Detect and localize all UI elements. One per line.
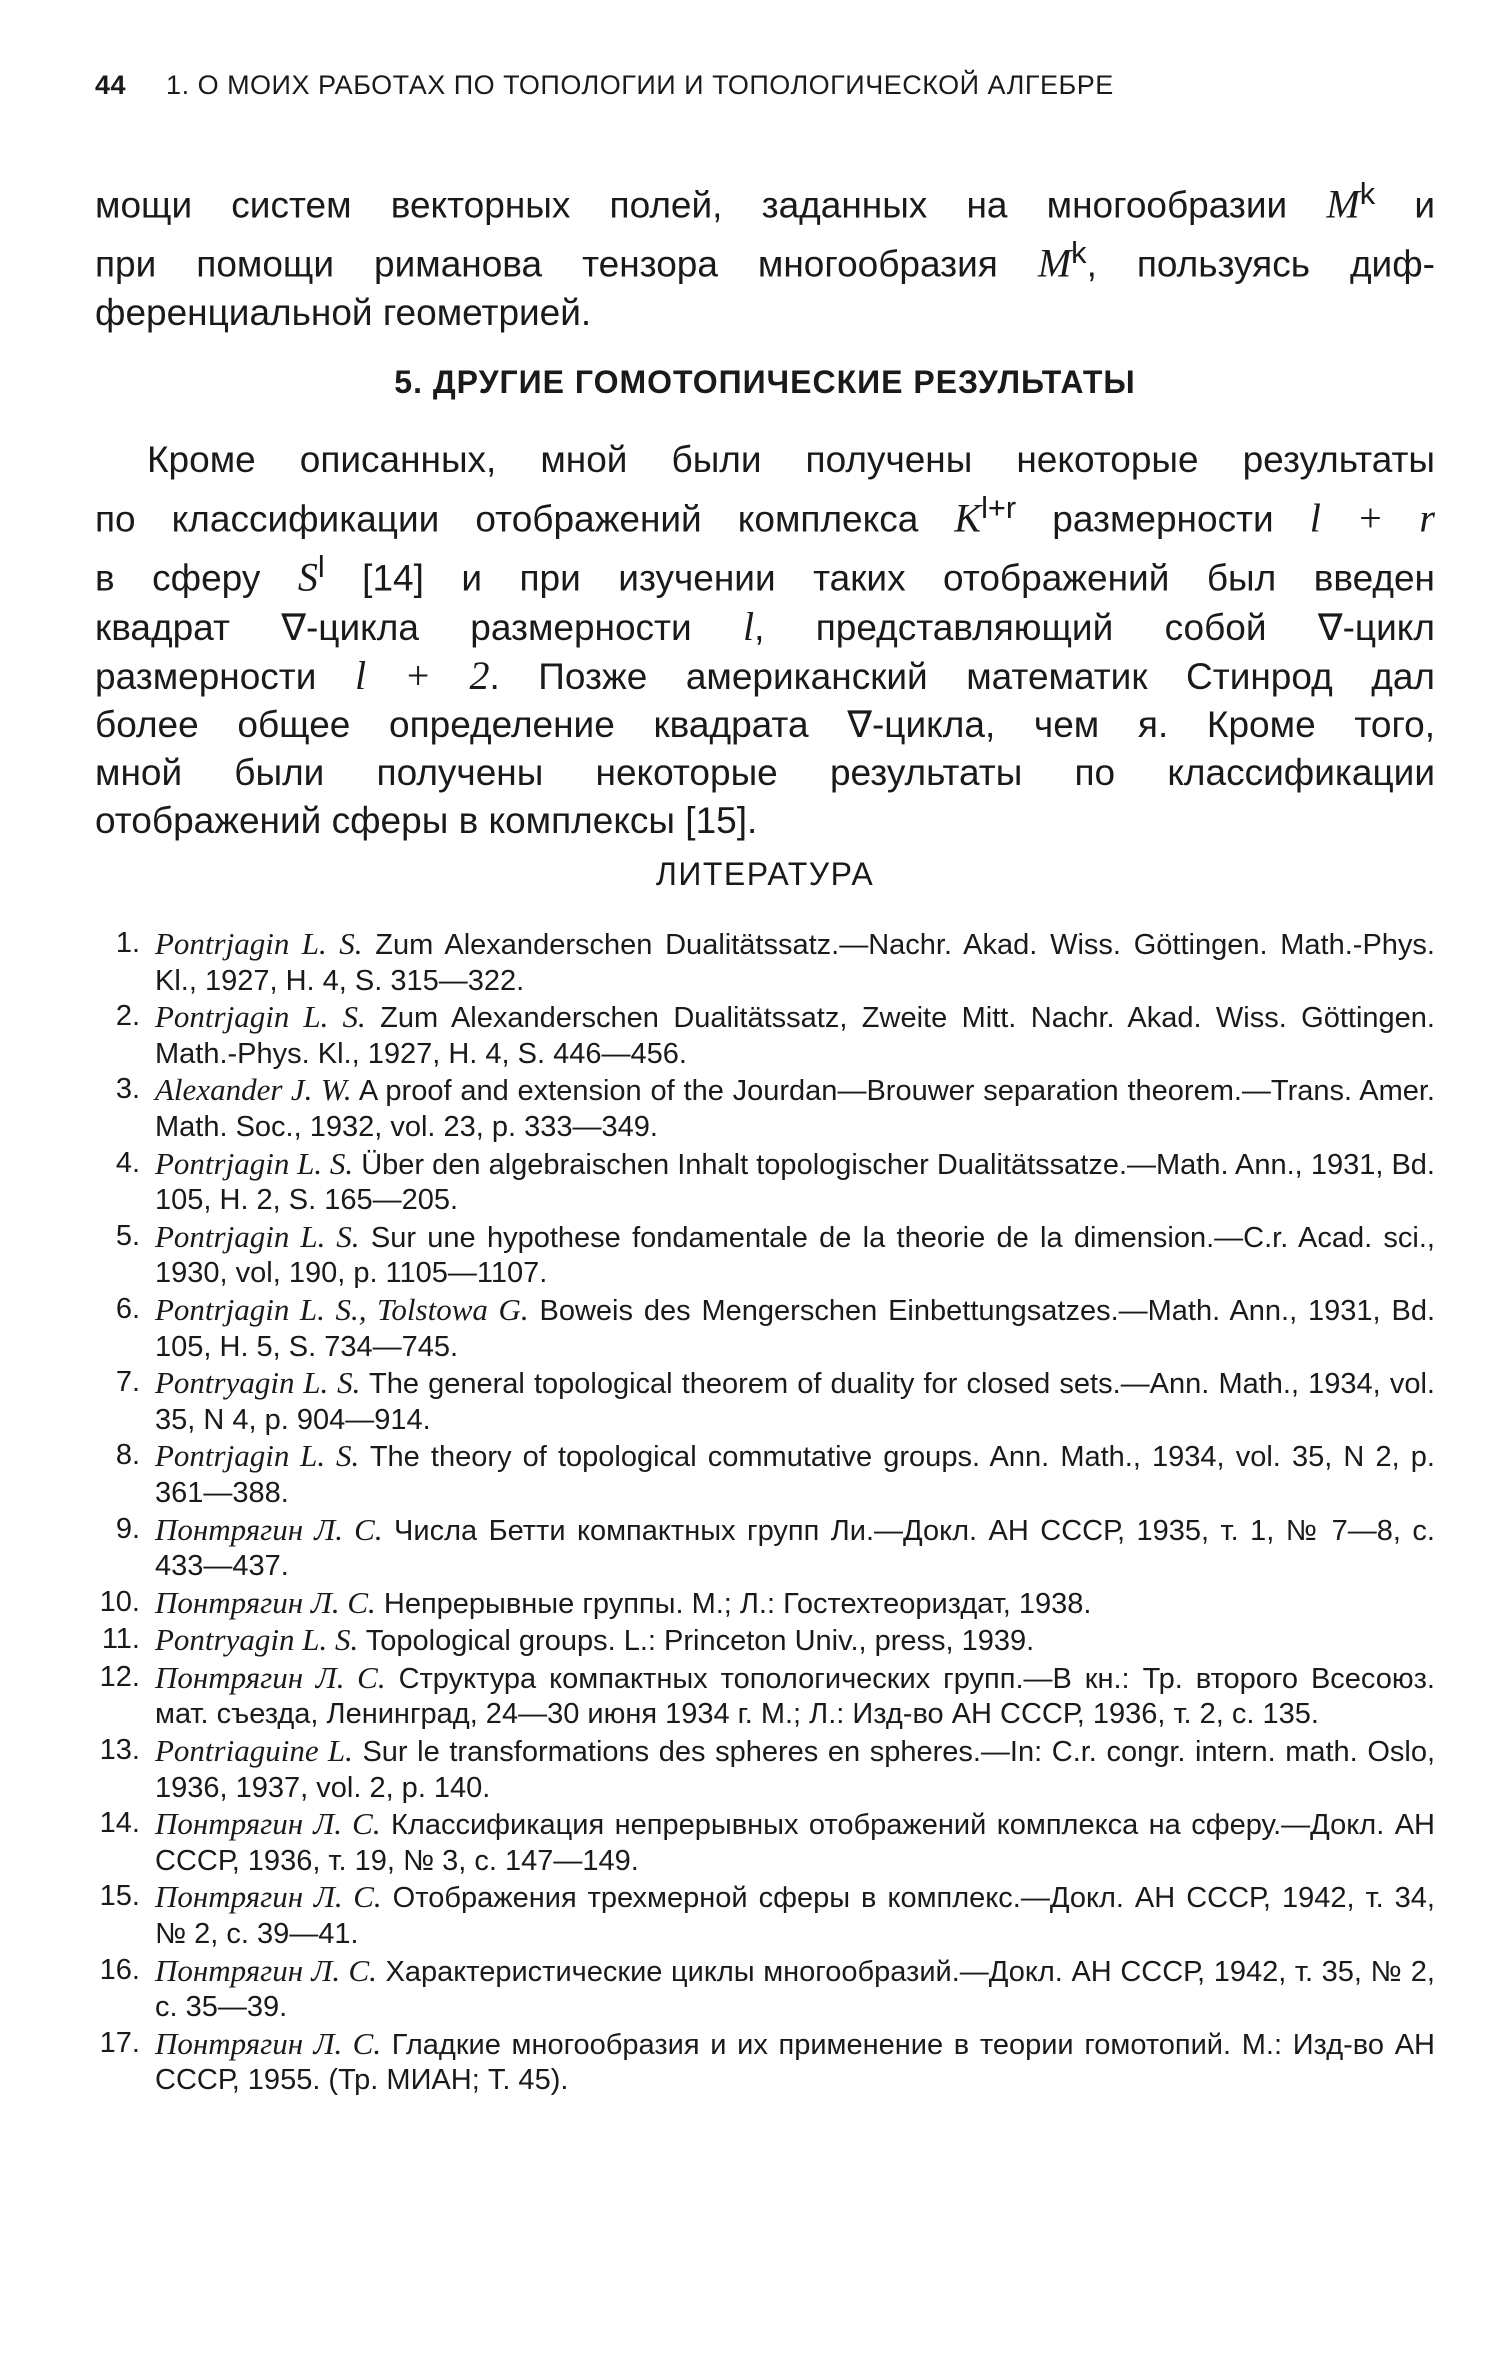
reference-number: 7. — [115, 1366, 140, 1399]
page-number: 44 — [95, 70, 127, 100]
text-line: размерности l + 2. Позже американский математик Стинрод дал — [95, 652, 1436, 698]
reference-author: Понтрягин Л. С. — [155, 2025, 382, 2061]
text-line: в сферу $S^l$ [14] и при изучении таких отображений был введен — [95, 549, 1435, 600]
reference-item — [95, 999, 1435, 1072]
reference-item — [95, 1660, 1435, 1733]
text-line: отображений сферы в комплексы [15]. — [95, 799, 758, 841]
reference-item — [95, 1733, 1435, 1806]
reference-author: Понтрягин Л. С. — [155, 1806, 381, 1842]
reference-number: 11. — [101, 1623, 140, 1656]
reference-number: 4. — [115, 1146, 140, 1179]
reference-author: Понтрягин Л. С. — [155, 1511, 383, 1547]
reference-number: 17. — [99, 2026, 140, 2059]
reference-item — [95, 1292, 1435, 1365]
reference-item — [95, 1219, 1435, 1292]
reference-text: Классификация непрерывных отображений комплекса на сферу.—Докл. АН СССР, 1936, т. 19, № 3, с. 147—149. — [155, 1809, 1435, 1877]
reference-item — [95, 1622, 1435, 1660]
reference-item — [95, 1146, 1435, 1219]
text-line: ференциальной геометрией. — [95, 291, 592, 333]
reference-item — [95, 1072, 1435, 1145]
text-line: более общее определение квадрата ∇-цикла, чем я. Кроме того, — [95, 703, 1435, 745]
text-line: Кроме описанных, мной были получены некоторые результаты — [147, 439, 1435, 480]
paragraph-homotopy-results — [95, 436, 1435, 845]
reference-author: Pontrjagin L. S. — [155, 1145, 354, 1181]
reference-text: Boweis des Mengerschen Einbettungsatzes.—Math. Ann., 1931, Bd. 105, H. 5, S. 734—745. — [155, 1294, 1436, 1363]
reference-text: Характеристические циклы многообразий.—Докл. АН СССР, 1942, т. 35, № 2, с. 35—39. — [155, 1955, 1435, 2024]
reference-author: Pontriaguine L. — [155, 1733, 353, 1769]
reference-item — [95, 926, 1435, 999]
reference-author: Alexander J. W. — [155, 1072, 352, 1108]
reference-author: Pontrjagin L. S. — [155, 926, 363, 961]
text-line: квадрат ∇-цикла размерности l, представляющий собой ∇-цикл — [95, 603, 1435, 649]
reference-author: Pontrjagin L. S. — [155, 1218, 360, 1254]
reference-number: 12. — [99, 1660, 140, 1693]
reference-author: Понтрягин Л. С. — [155, 1584, 376, 1620]
reference-number: 16. — [99, 1953, 140, 1986]
reference-text: A proof and extension of the Jourdan—Brouwer separation theorem.—Trans. Amer. Math. Soc., 1932, vol. 23, p. 333—349. — [155, 1075, 1435, 1143]
reference-item — [95, 2026, 1435, 2099]
text-line: мощи систем векторных полей, заданных на многообразии $M^k$ и — [95, 176, 1435, 227]
reference-number: 2. — [115, 1000, 140, 1033]
reference-number: 8. — [115, 1439, 140, 1472]
reference-list — [95, 926, 1435, 2099]
reference-text: Über den algebraischen Inhalt topologischer Dualitätssatze.—Math. Ann., 1931, Bd. 105, H. 2, S. 165—205. — [155, 1148, 1435, 1217]
reference-author: Pontrjagin L. S. — [155, 1438, 360, 1474]
reference-item — [95, 1585, 1435, 1623]
reference-item — [95, 1438, 1435, 1511]
reference-text: Непрерывные группы. М.; Л.: Гостехтеориздат, 1938. — [375, 1587, 1092, 1620]
section-title: 5. ДРУГИЕ ГОМОТОПИЧЕСКИЕ РЕЗУЛЬТАТЫ — [394, 364, 1136, 400]
reference-number: 3. — [115, 1073, 140, 1106]
literature-heading: ЛИТЕРАТУРА — [655, 856, 875, 892]
reference-author: Понтрягин Л. С. — [155, 1879, 382, 1915]
reference-number: 1. — [115, 927, 140, 959]
reference-author: Понтрягин Л. С. — [155, 1659, 386, 1695]
text-line: по классификации отображений комплекса $K^{l+r}$ размерности l + r — [95, 490, 1435, 541]
reference-author: Pontryagin L. S. — [155, 1622, 359, 1658]
reference-number: 9. — [115, 1512, 140, 1545]
reference-text: Числа Бетти компактных групп Ли.—Докл. АН СССР, 1935, т. 1, № 7—8, с. 433—437. — [155, 1514, 1435, 1583]
reference-author: Pontrjagin L. S., Tolstowa G. — [155, 1291, 529, 1327]
reference-text: Структура компактных топологических групп.—В кн.: Тр. второго Всесоюз. мат. съезда, Ленинград, 24—30 июня 1934 г. М.; Л.: Изд-во АН СССР, 1936, т. 2, с. 135. — [155, 1662, 1435, 1731]
reference-item — [95, 1365, 1435, 1438]
reference-number: 6. — [115, 1292, 140, 1325]
reference-text: Отображения трехмерной сферы в комплекс.—Докл. АН СССР, 1942, т. 34, № 2, с. 39—41. — [155, 1882, 1435, 1951]
reference-number: 5. — [115, 1219, 140, 1252]
text-line: мной были получены некоторые результаты по классификации — [95, 751, 1435, 793]
reference-item — [95, 1953, 1435, 2026]
reference-number: 14. — [99, 1807, 140, 1840]
reference-author: Понтрягин Л. С. — [155, 1952, 377, 1988]
reference-number: 13. — [99, 1734, 140, 1767]
reference-item — [95, 1512, 1435, 1585]
reference-text: The theory of topological commutative groups. Ann. Math., 1934, vol. 35, N 2, p. 361—388. — [155, 1441, 1435, 1509]
reference-text: The general topological theorem of duality for closed sets.—Ann. Math., 1934, vol. 35, N 4, p. 904—914. — [155, 1368, 1435, 1436]
reference-text: Zum Alexanderschen Dualitätssatz, Zweite Mitt. Nachr. Akad. Wiss. Göttingen. Math.-Phys. Kl., 1927, H. 4, S. 446—456. — [155, 1002, 1435, 1070]
reference-number: 10. — [99, 1585, 140, 1618]
reference-text: Гладкие многообразия и их применение в теории гомотопий. М.: Изд-во АН СССР, 1955. (Тр. МИАН; Т. 45). — [155, 2028, 1435, 2097]
reference-item — [95, 1806, 1435, 1879]
reference-text: Sur le transformations des spheres en spheres.—In: C.r. congr. intern. math. Oslo, 1936, 1937, vol. 2, p. 140. — [155, 1736, 1436, 1804]
reference-author: Pontryagin L. S. — [155, 1365, 361, 1401]
reference-text: Topological groups. L.: Princeton Univ., press, 1939. — [358, 1625, 1035, 1658]
reference-text: Sur une hypothese fondamentale de la theorie de la dimension.—C.r. Acad. sci., 1930, vol, 190, p. 1105—1107. — [155, 1221, 1435, 1290]
reference-item — [95, 1879, 1435, 1952]
paragraph-continuation — [95, 170, 1435, 337]
running-head — [95, 70, 1435, 101]
reference-text: Zum Alexanderschen Dualitätssatz.—Nachr. Akad. Wiss. Göttingen. Math.-Phys. Kl., 1927, H. 4, S. 315—322. — [155, 929, 1435, 997]
text-line: при помощи риманова тензора многообразия $M^k$, пользуясь диф- — [95, 235, 1435, 286]
reference-number: 15. — [99, 1880, 140, 1913]
reference-author: Pontrjagin L. S. — [155, 999, 366, 1035]
running-head-title: 1. О МОИХ РАБОТАХ ПО ТОПОЛОГИИ И ТОПОЛОГИЧЕСКОЙ АЛГЕБРЕ — [166, 70, 1114, 100]
